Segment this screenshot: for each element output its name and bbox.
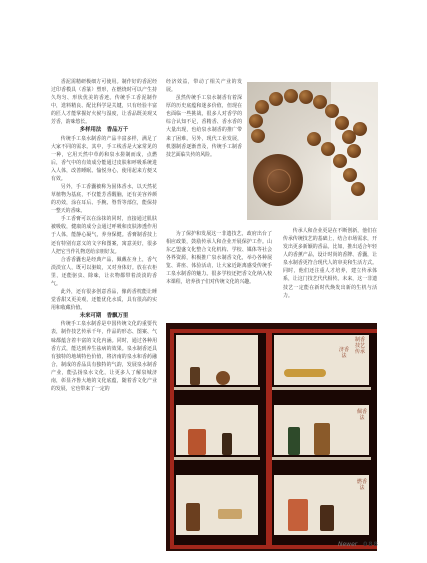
paragraph: 另外，手工香囊被称为固体香水，以天然花草植物为基底，不仅能芳香醒脑，还有美容养颜的功效，涂在耳后、手腕、脊背等部位，能保持一整天的香味。 <box>51 184 157 215</box>
section-heading: 未来可期 香飘万里 <box>79 313 129 320</box>
incense-item <box>222 433 232 455</box>
shelf <box>272 457 371 460</box>
article-column-1 <box>51 78 157 393</box>
paragraph: 为了保护和发展这一非遗技艺，政府出台了相应政策，鼓励传承人和企业开展保护工作。山东乙盟盛文化整合文化机构、学校、媒体等社会各界资源，积极推广泉水制香文化，举办各种展览、讲座、体验活动，让大家近距离感受传统手工泉水制香的魅力。很多学校还把香文化纳入校本课程，培养孩子们对传统文化的兴趣。 <box>166 231 272 286</box>
paragraph: 合香香囊也是经典产品，佩戴在身上，香气淡淡宜人，既可以驱蚊，又对身体好。放在衣柜里，还能驱虫、除味，让衣物都带着淡淡的香气。 <box>51 256 157 287</box>
article-column-2-bottom <box>166 230 272 287</box>
paragraph: 传统手工泉水制香的产品丰富多样，满足了大家不同的需求。其中，手工线香是大家常见的一种，它用天然中草药和泉水搓制而成，点燃后，香气中的有效成分能通过皮肤和呼吸系统进入人体，改善睡眠、愉悦身心，使用起来方便又有效。 <box>51 135 157 182</box>
bead <box>321 142 335 156</box>
incense-item <box>218 509 242 519</box>
incense-item <box>314 423 330 455</box>
incense-item <box>320 505 334 531</box>
incense-item <box>288 499 308 531</box>
shelf-caption: 济香法 <box>338 347 349 359</box>
page-footer <box>338 541 379 548</box>
shelf <box>174 387 260 390</box>
incense-item <box>188 429 206 455</box>
incense-item <box>216 371 230 385</box>
shelf <box>272 387 371 390</box>
incense-cake <box>253 154 303 206</box>
bead <box>284 89 298 103</box>
bead <box>353 122 367 136</box>
paragraph: 手工香膏可以在涂抹的同时，直接通过肌肤被吸收，健康的成分会通过呼吸和皮肤渗透作用于人体，能静心凝气，养身保健。香膏制香技上还有特别有意义的文字和图案，寓意美好，很多人把它当作礼物送给亲朋好友。 <box>51 216 157 255</box>
shelf <box>174 457 260 460</box>
section-heading: 多样用法 香品万千 <box>79 127 129 134</box>
bead <box>333 154 347 168</box>
article-column-2-top <box>166 78 242 159</box>
paragraph: 此外，还有很多创意香品，像药香枕能让睡觉香甜又更美观，还能优化水质，具有很高的实用和收藏价值。 <box>51 289 157 312</box>
shelf-caption: 制香技艺传承 <box>354 337 365 355</box>
bead <box>249 114 263 128</box>
paragraph: 经济效益，带动了相关产业的发展。 <box>166 79 242 94</box>
incense-item <box>284 369 326 377</box>
incense-bracelet-photo <box>247 82 378 220</box>
incense-item <box>288 427 300 455</box>
paragraph: 香泥需精研极细方可使用。制作好的香泥经过印香模具（香篆）塑形，在燃烧时可以产生持久均匀、形状优美的香迹。传统手工香泥制作中，选料精良、配比科学是关键，只有经验丰富的匠人才能掌握好火候与湿度，让香品既美观又芳香，韵味悠长。 <box>51 79 157 126</box>
incense-item <box>186 503 200 531</box>
bead <box>307 132 321 146</box>
magazine-name: Newer <box>338 541 358 548</box>
shelf-caption: 佩香法 <box>356 409 367 421</box>
bead <box>299 90 313 104</box>
bead <box>351 182 365 196</box>
incense-display-shelf-photo <box>166 323 377 551</box>
cake-pattern <box>267 169 291 193</box>
bead <box>335 116 349 130</box>
bead <box>251 129 265 143</box>
paragraph: 传统手工泉水制香是中国传统文化的重要代表，制作技艺传承千年，作品的形态、图案、气味都蕴含着丰富的文化内涵。同时，通过各种用香方式，能达到养生祛病的效果。泉水制香还具有独特的地域特色价值，将济南的泉水和香药融合，制成的香品具有独特的气韵，发展泉水制香产业，能弘扬泉水文化，让更多人了解泉城济南，彰显齐鲁大地的文化底蕴，随着香文化产业的发展，它也带来了一定的 <box>51 321 157 392</box>
bead <box>325 104 339 118</box>
bead <box>347 144 361 158</box>
paragraph: 虽然传统手工泉水制香有着深厚的历史底蕴和迷多价值，但现在也面临一些挑战，很多人对香学的综合认知不足，香精香、香水香的大量出现，也给泉水制香的推广带来了困难。另外，现代工业发展，机器制香逐渐普及，传统手工制香技艺面临失传的风险。 <box>166 95 242 158</box>
bead <box>255 100 269 114</box>
page-number: 088 <box>363 541 379 548</box>
bead <box>269 92 283 106</box>
article-column-3 <box>283 227 377 300</box>
shelf-caption: 燃香法 <box>356 479 367 491</box>
bead <box>343 168 357 182</box>
paragraph: 传承人和企业更是在不断创新，他们在传承传统技艺的基础上，结合市场需求，开发出更多新颖的香品。比如，推出适合年轻人的香薰产品，设计时尚的香牌、香囊，让泉水制香更符合现代人的审美和生活方式。同时，他们还注重人才培养，建立传承体系，让这门技艺代代相传。未来，这一非遗技艺一定能在新时代焕发出新的生机与活力。 <box>283 228 377 299</box>
incense-item <box>190 367 200 385</box>
